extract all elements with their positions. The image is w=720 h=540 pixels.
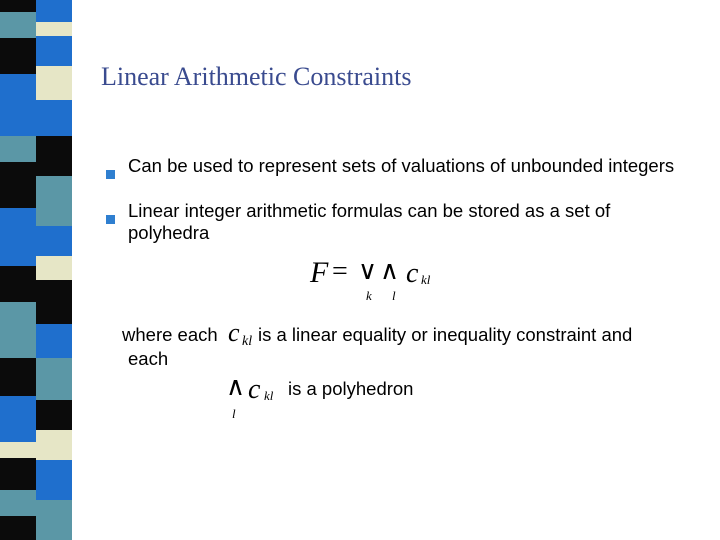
poly-and-subscript: l [232,406,236,421]
inline-c-subscript: kl [242,334,253,349]
slide-title: Linear Arithmetic Constraints [101,62,412,91]
poly-and-symbol: ∧ [226,372,246,401]
formula-and-symbol: ∧ [380,256,400,285]
formula-and-subscript: l [392,288,396,303]
formula-lhs: F [310,256,329,289]
bullet-text-1: Can be used to represent sets of valuations of unbounded integers [128,155,675,176]
bullet-text-2: Linear integer arithmetic formulas can be stored as a set of polyhedra [128,200,611,243]
where-text-start: where each [122,324,218,345]
formula-or-subscript: k [366,288,372,303]
bullet-marker-1 [106,170,115,179]
poly-c: c [248,374,261,405]
where-text-end: is a linear equality or inequality constraint and [258,324,633,345]
inline-c: c [228,318,240,347]
poly-c-subscript: kl [264,388,274,403]
formula-c: c [406,258,419,289]
decorative-stripe [0,0,72,540]
bullet-marker-2 [106,215,115,224]
polyhedron-text: is a polyhedron [288,378,414,399]
formula-c-subscript: kl [421,272,431,287]
formula-f [310,254,450,304]
formula-or-symbol: ∨ [358,256,378,285]
formula-equals: = [332,256,348,287]
where-text-line2: each [128,348,169,369]
